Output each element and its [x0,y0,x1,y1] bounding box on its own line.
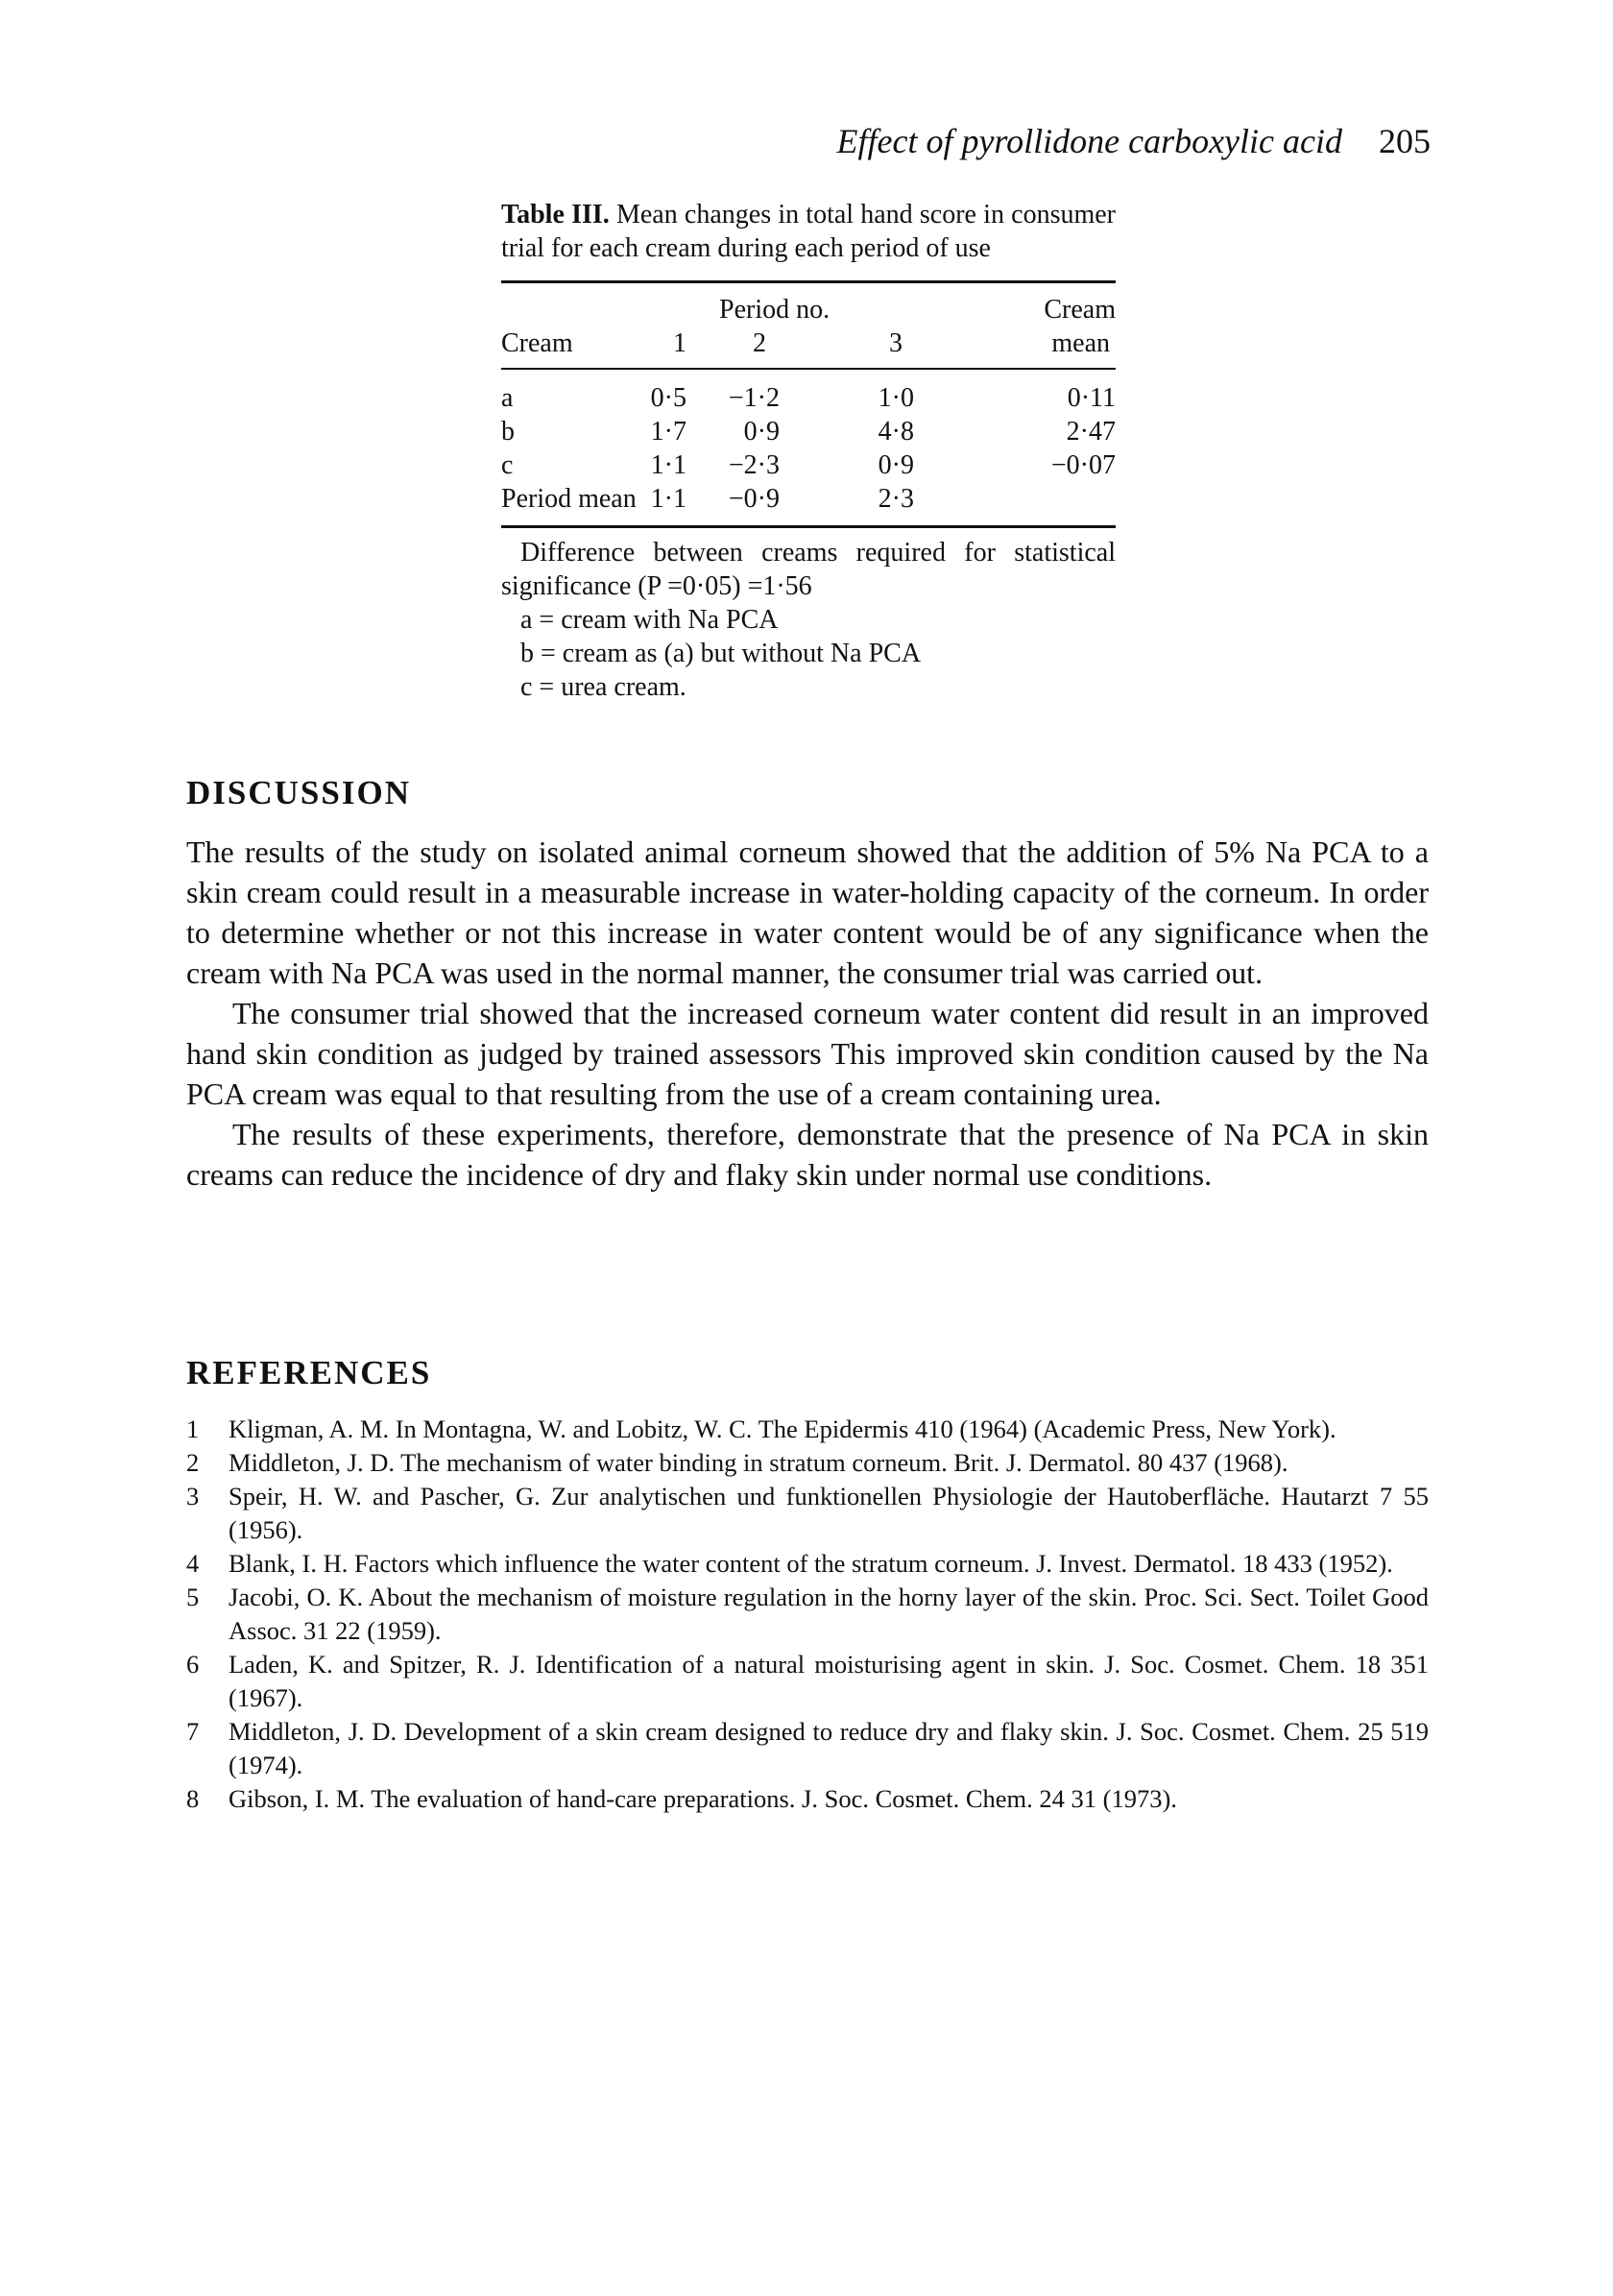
col-header-cream: Cream [501,328,573,358]
discussion-body [186,832,1429,1195]
reference-text: Kligman, A. M. In Montagna, W. and Lobitz, W. C. The Epidermis 410 (1964) (Academic Press, New York). [229,1414,1336,1443]
running-title: Effect of pyrollidone carboxylic acid [836,122,1342,160]
results-table [501,293,1116,360]
cell-cream: b [501,417,515,447]
reference-number: 1 [186,1414,200,1443]
cell-mean: 0·11 [1067,383,1116,413]
reference-text: Blank, I. H. Factors which influence the water content of the stratum corneum. J. Invest. Dermatol. 18 433 (1952). [229,1549,1393,1578]
table-notes [501,536,1116,704]
reference-item [186,1581,1429,1648]
cell-p1: 1·1 [650,450,686,480]
reference-item [186,1715,1429,1782]
reference-text: Middleton, J. D. Development of a skin cream designed to reduce dry and flaky skin. J. Soc. Cosmet. Chem. 25 519 (1974). [229,1717,1429,1779]
cell-mean [941,482,1116,516]
table-row [501,482,1116,516]
reference-number: 5 [186,1583,200,1611]
table-bottom-rule [501,525,1116,528]
cell-p3: 1·0 [878,383,914,413]
reference-text: Laden, K. and Spitzer, R. J. Identification of a natural moisturising agent in skin. J. Soc. Cosmet. Chem. 18 351 (1967). [229,1650,1429,1712]
reference-text: Gibson, I. M. The evaluation of hand-care preparations. J. Soc. Cosmet. Chem. 24 31 (1973). [229,1784,1177,1813]
table-note-a: a = cream with Na PCA [520,605,779,635]
cell-p2: 0·9 [743,417,780,447]
table-top-rule [501,280,1116,283]
table-row [501,415,1116,448]
page-number: 205 [1379,122,1431,160]
cell-p2: −0·9 [728,484,780,514]
reference-number: 8 [186,1784,200,1813]
cell-p3: 0·9 [878,450,914,480]
cell-p1: 1·1 [650,484,686,514]
cell-p1: 0·5 [650,383,686,413]
cell-mean: −0·07 [1050,450,1116,480]
reference-number: 6 [186,1650,200,1679]
reference-number: 4 [186,1549,200,1578]
reference-number: 3 [186,1482,200,1511]
reference-item [186,1446,1429,1480]
cell-p3: 4·8 [878,417,914,447]
col-header-1: 1 [673,328,686,358]
reference-text: Speir, H. W. and Pascher, G. Zur analytischen und funktionellen Physiologie der Hautoberfläche. Hautarzt 7 55 (1956). [229,1482,1429,1544]
reference-text: Middleton, J. D. The mechanism of water binding in stratum corneum. Brit. J. Dermatol. 80 437 (1968). [229,1448,1288,1477]
references-list [186,1413,1429,1816]
table-row [501,448,1116,482]
table-note-c: c = urea cream. [520,672,686,702]
discussion-paragraph: The results of these experiments, therefore, demonstrate that the presence of Na PCA in skin creams can reduce the incidence of dry and flaky skin under normal use conditions. [186,1117,1429,1192]
cell-cream: a [501,383,514,413]
references-heading: REFERENCES [186,1354,432,1391]
table-note-b: b = cream as (a) but without Na PCA [520,639,922,668]
reference-text: Jacobi, O. K. About the mechanism of moisture regulation in the horny layer of the skin. Proc. Sci. Sect. Toilet Good Assoc. 31 22 (1959). [229,1583,1429,1645]
cell-mean: 2·47 [1066,417,1116,447]
table-row [501,381,1116,415]
mean-header-top: Cream [1044,295,1116,325]
reference-item [186,1648,1429,1715]
cell-p1: 1·7 [650,417,686,447]
reference-number: 7 [186,1717,200,1746]
table-iii [501,198,1116,704]
table-caption [501,198,1116,265]
running-head [672,121,1431,161]
cell-p2: −2·3 [728,450,780,480]
discussion-heading: DISCUSSION [186,774,411,811]
table-header-rule [501,368,1116,370]
cell-p2: −1·2 [728,383,780,413]
reference-item [186,1480,1429,1547]
col-header-2: 2 [753,328,766,358]
reference-number: 2 [186,1448,200,1477]
col-header-3: 3 [889,328,903,358]
discussion-paragraph: The consumer trial showed that the increased corneum water content did result in an improved hand skin condition as judged by trained assessors This improved skin condition caused by the Na PCA cream was equal to that resulting from the use of a cream containing urea. [186,996,1429,1111]
cell-cream: Period mean [501,484,637,514]
table-note-significance: Difference between creams required for statistical significance (P =0·05) =1·56 [501,538,1116,601]
reference-item [186,1413,1429,1446]
discussion-paragraph: The results of the study on isolated animal corneum showed that the addition of 5% Na PCA to a skin cream could result in a measurable increase in water-holding capacity of the corneum. In order to determine whether or not this increase in water content would be of any significance when the cream with Na PCA was used in the normal manner, the consumer trial was carried out. [186,834,1429,990]
table-label: Table III. [501,200,610,230]
reference-item [186,1547,1429,1581]
cell-cream: c [501,450,514,480]
mean-header-bottom: mean [1051,328,1110,358]
cell-p3: 2·3 [878,484,914,514]
period-group-header: Period no. [719,295,831,325]
reference-item [186,1782,1429,1816]
table-caption-text: Mean changes in total hand score in consumer trial for each cream during each period of use [501,200,1116,263]
results-table-body [501,381,1116,516]
